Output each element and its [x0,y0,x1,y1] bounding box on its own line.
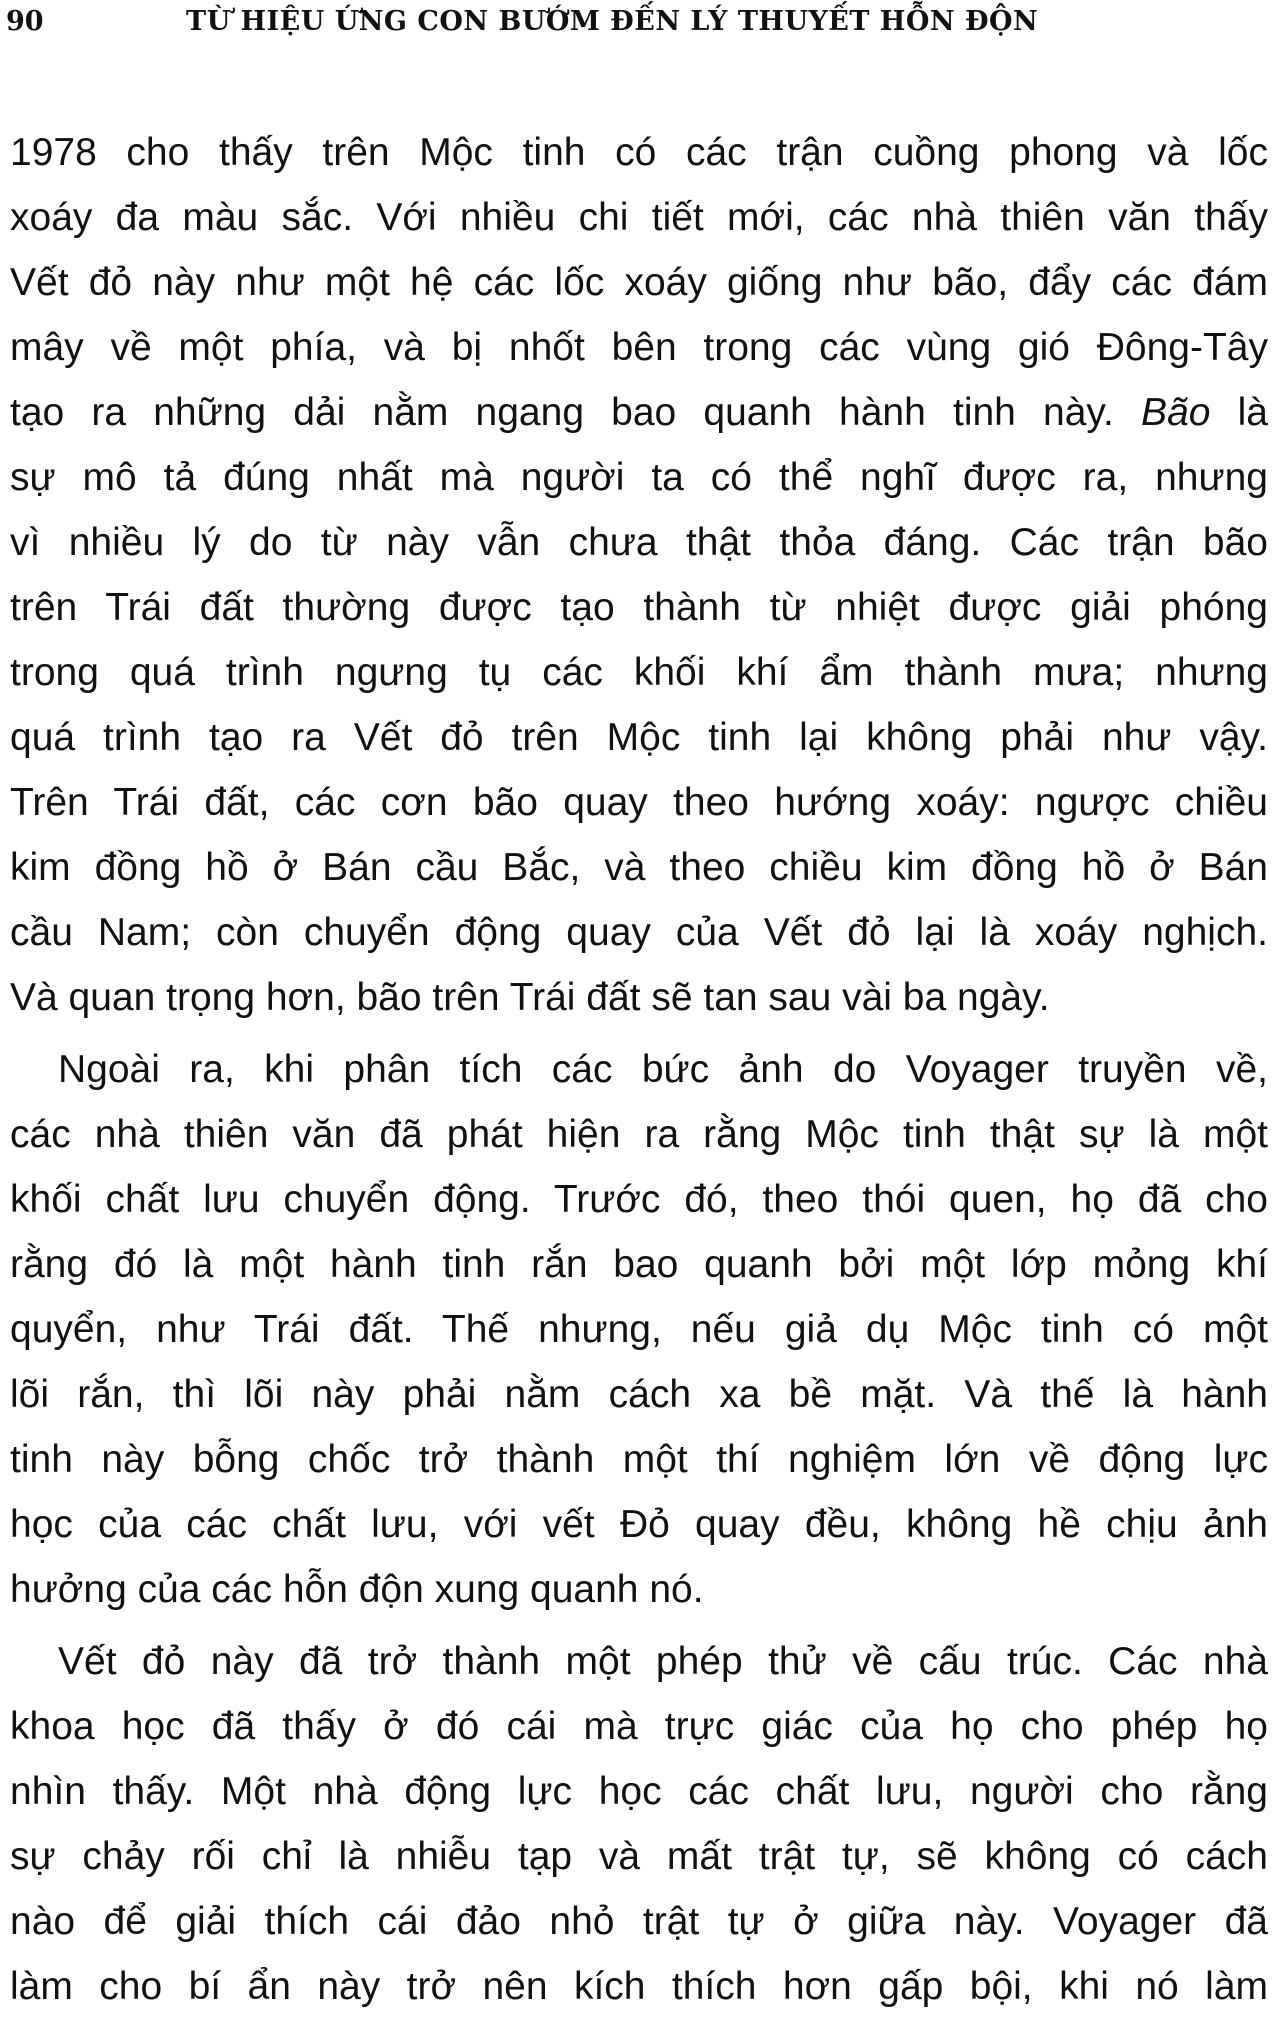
text-body [10,128,1268,2027]
text-line: rằng đó là một hành tinh rắn bao quanh bởi một lớp mỏng khí [10,1243,1268,1286]
text-line: sự mô tả đúng nhất mà người ta có thể nghĩ được ra, nhưng [10,456,1268,499]
text-line: các nhà thiên văn đã phát hiện ra rằng Mộc tinh thật sự là một [10,1113,1268,1156]
text-line: lõi rắn, thì lõi này phải nằm cách xa bề mặt. Và thế là hành [10,1373,1268,1416]
text-line: hưởng của các hỗn độn xung quanh nó. [10,1568,704,1611]
text-line: khoa học đã thấy ở đó cái mà trực giác của họ cho phép họ [10,1705,1268,1748]
text-line: làm cho bí ẩn này trở nên kích thích hơn gấp bội, khi nó làm [10,1965,1268,2008]
text-line: Trên Trái đất, các cơn bão quay theo hướng xoáy: ngược chiều [10,781,1268,824]
text-line: Vết đỏ này như một hệ các lốc xoáy giống như bão, đẩy các đám [10,261,1268,304]
page-number: 90 [6,6,44,37]
text-line: trên Trái đất thường được tạo thành từ nhiệt được giải phóng [10,586,1268,629]
text-line: Ngoài ra, khi phân tích các bức ảnh do Voyager truyền về, [58,1048,1268,1091]
text-line: xoáy đa màu sắc. Với nhiều chi tiết mới, các nhà thiên văn thấy [10,196,1268,239]
book-title: TỪ HIỆU ỨNG CON BƯỚM ĐẾN LÝ THUYẾT HỖN ĐỘN [186,6,1039,37]
text-line: sự chảy rối chỉ là nhiễu tạp và mất trật tự, sẽ không có cách [10,1835,1268,1878]
text-line: quyển, như Trái đất. Thế nhưng, nếu giả dụ Mộc tinh có một [10,1308,1268,1351]
text-line: trong quá trình ngưng tụ các khối khí ẩm thành mưa; nhưng [10,651,1268,694]
text-line: học của các chất lưu, với vết Đỏ quay đều, không hề chịu ảnh [10,1503,1268,1546]
paragraph-2 [10,1045,1268,1630]
paragraph-1 [10,128,1268,1038]
text-line: kim đồng hồ ở Bán cầu Bắc, và theo chiều kim đồng hồ ở Bán [10,846,1268,889]
paragraph-3 [10,1637,1268,2027]
text-line [10,388,1268,453]
text-segment: tạo ra những dải nằm ngang bao quanh hành tinh này. [10,391,1142,434]
text-line: vì nhiều lý do từ này vẫn chưa thật thỏa đáng. Các trận bão [10,521,1268,564]
text-line: nhìn thấy. Một nhà động lực học các chất lưu, người cho rằng [10,1770,1268,1813]
text-line: nào để giải thích cái đảo nhỏ trật tự ở giữa này. Voyager đã [10,1900,1268,1943]
running-head [0,6,1280,46]
text-line: mây về một phía, và bị nhốt bên trong các vùng gió Đông-Tây [10,326,1268,369]
text-line: 1978 cho thấy trên Mộc tinh có các trận cuồng phong và lốc [10,131,1268,174]
text-line: Và quan trọng hơn, bão trên Trái đất sẽ tan sau vài ba ngày. [10,976,1050,1019]
text-line: Vết đỏ này đã trở thành một phép thử về cấu trúc. Các nhà [58,1640,1268,1683]
italic-term: Bão [1141,391,1211,434]
text-line: cầu Nam; còn chuyển động quay của Vết đỏ lại là xoáy nghịch. [10,911,1268,954]
text-line: quá trình tạo ra Vết đỏ trên Mộc tinh lại không phải như vậy. [10,716,1268,759]
text-segment: là [1210,391,1268,434]
text-line: tinh này bỗng chốc trở thành một thí nghiệm lớn về động lực [10,1438,1268,1481]
text-line: khối chất lưu chuyển động. Trước đó, theo thói quen, họ đã cho [10,1178,1268,1221]
